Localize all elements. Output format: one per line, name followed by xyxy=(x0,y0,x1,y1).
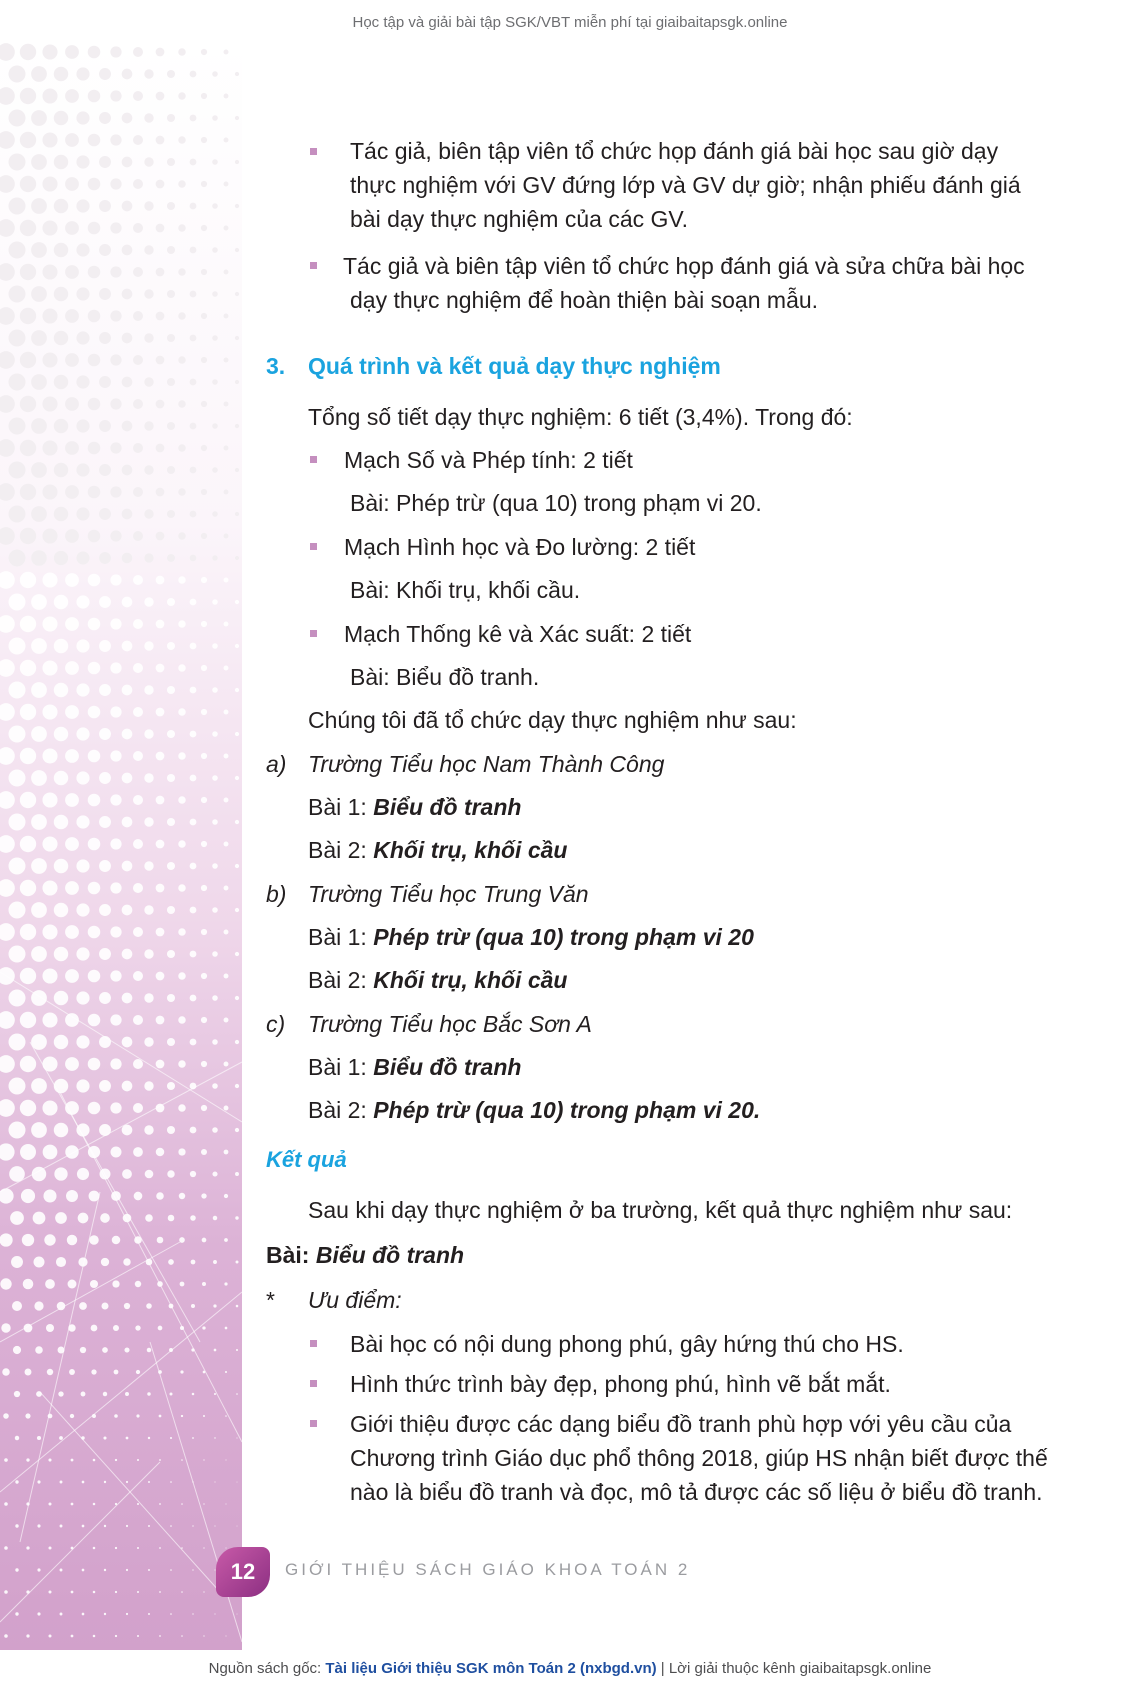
page-number-badge: 12 xyxy=(216,1547,270,1597)
school-c-lesson-2: Bài 2: Phép trừ (qua 10) trong phạm vi 20. xyxy=(308,1097,761,1123)
total-periods: Tổng số tiết dạy thực nghiệm: 6 tiết (3,4%). Trong đó: xyxy=(308,404,853,430)
school-b-lesson-1: Bài 1: Phép trừ (qua 10) trong phạm vi 20 xyxy=(308,924,754,950)
intro-bullet-1-line-3: bài dạy thực nghiệm của các GV. xyxy=(350,206,689,232)
strand-3-name: Mạch Thống kê và Xác suất: 2 tiết xyxy=(344,621,692,647)
source-link[interactable]: Tài liệu Giới thiệu SGK môn Toán 2 (nxbgd.vn) xyxy=(325,1660,657,1677)
school-c-label: c) xyxy=(266,1011,286,1037)
section-title: Quá trình và kết quả dạy thực nghiệm xyxy=(308,353,721,379)
school-b-name: Trường Tiểu học Trung Văn xyxy=(308,881,589,907)
section-number: 3. xyxy=(266,353,286,379)
school-a-lesson-1: Bài 1: Biểu đồ tranh xyxy=(308,794,522,820)
intro-bullet-2-line-2: dạy thực nghiệm để hoàn thiện bài soạn mẫu. xyxy=(350,287,819,313)
bullet-marker xyxy=(310,630,317,637)
bullet-marker xyxy=(310,1380,317,1387)
intro-bullet-1-line-1: Tác giả, biên tập viên tổ chức họp đánh giá bài học sau giờ dạy xyxy=(350,138,999,164)
strand-2-name: Mạch Hình học và Đo lường: 2 tiết xyxy=(344,534,696,560)
school-c-lesson-1: Bài 1: Biểu đồ tranh xyxy=(308,1054,522,1080)
bullet-marker xyxy=(310,262,317,269)
intro-bullet-2-line-1: Tác giả và biên tập viên tổ chức họp đánh giá và sửa chữa bài học xyxy=(343,253,1025,279)
school-a-lesson-2: Bài 2: Khối trụ, khối cầu xyxy=(308,837,568,863)
results-lesson: Bài: Biểu đồ tranh xyxy=(266,1242,465,1268)
site-header: Học tập và giải bài tập SGK/VBT miễn phí tại giaibaitapsgk.online xyxy=(352,14,788,31)
star-marker: * xyxy=(266,1287,275,1313)
advantage-3-line-1: Giới thiệu được các dạng biểu đồ tranh phù hợp với yêu cầu của xyxy=(350,1411,1012,1437)
source-footer: Nguồn sách gốc: Tài liệu Giới thiệu SGK môn Toán 2 (nxbgd.vn) | Lời giải thuộc kênh giaibaitapsgk.online xyxy=(208,1660,932,1677)
bullet-marker xyxy=(310,543,317,550)
advantages-label: Ưu điểm: xyxy=(308,1287,402,1313)
school-b-label: b) xyxy=(266,881,287,907)
bullet-marker xyxy=(310,1340,317,1347)
advantage-2: Hình thức trình bày đẹp, phong phú, hình vẽ bắt mắt. xyxy=(350,1371,891,1397)
results-intro: Sau khi dạy thực nghiệm ở ba trường, kết quả thực nghiệm như sau: xyxy=(308,1197,1013,1223)
school-a-label: a) xyxy=(266,751,287,777)
school-a-name: Trường Tiểu học Nam Thành Công xyxy=(308,751,665,777)
dot-pattern-graphic xyxy=(0,42,242,1650)
decorative-sidebar xyxy=(0,42,242,1650)
strand-1-lesson: Bài: Phép trừ (qua 10) trong phạm vi 20. xyxy=(350,490,762,516)
school-c-name: Trường Tiểu học Bắc Sơn A xyxy=(308,1011,592,1037)
bullet-marker xyxy=(310,148,317,155)
bullet-marker xyxy=(310,456,317,463)
advantage-3-line-3: nào là biểu đồ tranh và đọc, mô tả được các số liệu ở biểu đồ tranh. xyxy=(350,1479,1043,1505)
strand-2-lesson: Bài: Khối trụ, khối cầu. xyxy=(350,577,581,603)
bullet-marker xyxy=(310,1420,317,1427)
intro-bullet-1-line-2: thực nghiệm với GV đứng lớp và GV dự giờ; nhận phiếu đánh giá xyxy=(350,172,1021,198)
book-title: GIỚI THIỆU SÁCH GIÁO KHOA TOÁN 2 xyxy=(285,1560,691,1579)
strand-3-lesson: Bài: Biểu đồ tranh. xyxy=(350,664,540,690)
advantage-3-line-2: Chương trình Giáo dục phổ thông 2018, giúp HS nhận biết được thế xyxy=(350,1445,1048,1471)
advantage-1: Bài học có nội dung phong phú, gây hứng thú cho HS. xyxy=(350,1331,904,1357)
organized-intro: Chúng tôi đã tổ chức dạy thực nghiệm như sau: xyxy=(308,707,797,733)
school-b-lesson-2: Bài 2: Khối trụ, khối cầu xyxy=(308,967,568,993)
results-heading: Kết quả xyxy=(266,1147,347,1172)
strand-1-name: Mạch Số và Phép tính: 2 tiết xyxy=(344,447,633,473)
